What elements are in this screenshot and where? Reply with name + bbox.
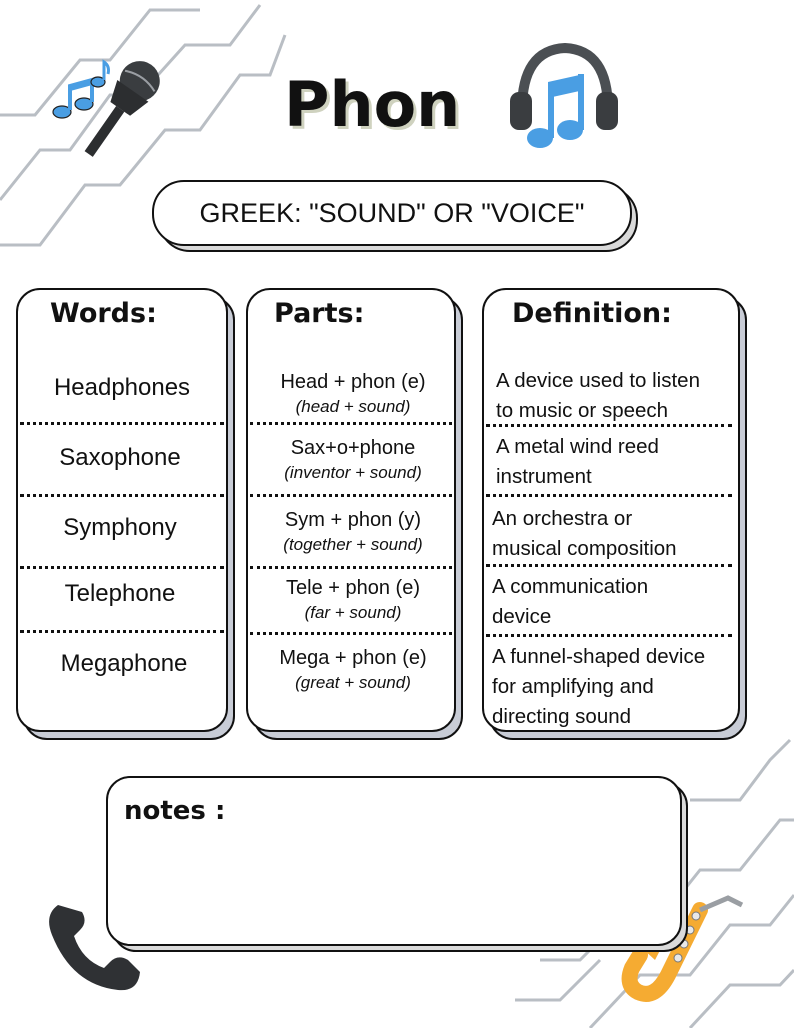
- microphone-icon: [72, 53, 167, 165]
- definition-line: A metal wind reed: [496, 435, 659, 458]
- words-column: [16, 288, 234, 740]
- parts-meaning: (inventor + sound): [284, 463, 422, 482]
- definition-line: A funnel-shaped device: [492, 645, 706, 668]
- page-title: Phon: [284, 68, 461, 141]
- parts-row-telephone: [248, 574, 458, 624]
- definition-headphones: [496, 366, 700, 426]
- parts-header: Parts:: [274, 298, 365, 329]
- divider: [486, 494, 732, 497]
- divider: [20, 422, 224, 425]
- definition-column-box: [482, 288, 740, 732]
- divider: [486, 634, 732, 637]
- definition-line: A communication: [492, 575, 649, 598]
- divider: [486, 424, 732, 427]
- divider: [250, 494, 452, 497]
- definition-line: to music or speech: [496, 399, 669, 422]
- parts-meaning: (great + sound): [295, 673, 411, 692]
- parts-meaning: (far + sound): [304, 603, 402, 622]
- definition-column: [482, 288, 746, 740]
- word-telephone: Telephone: [64, 580, 176, 607]
- headphones-icon: [510, 48, 618, 148]
- divider: [20, 494, 224, 497]
- parts-column-box: [246, 288, 456, 732]
- parts-text: Sym + phon (y): [284, 509, 422, 531]
- word-saxophone: Saxophone: [59, 444, 181, 471]
- words-column-box: [16, 288, 228, 732]
- parts-meaning: (together + sound): [283, 535, 423, 554]
- definition-line: musical composition: [492, 537, 677, 560]
- divider: [250, 566, 452, 569]
- word-megaphone: Megaphone: [60, 650, 188, 677]
- divider: [20, 630, 224, 633]
- definition-header: Definition:: [512, 298, 672, 329]
- notes-panel: [106, 776, 688, 952]
- parts-text: Tele + phon (e): [286, 577, 420, 599]
- definition-symphony: [492, 504, 677, 564]
- divider: [250, 422, 452, 425]
- notes-area[interactable]: [106, 776, 682, 946]
- word-headphones: Headphones: [53, 374, 191, 401]
- parts-row-symphony: [248, 506, 458, 556]
- divider: [250, 632, 452, 635]
- definition-line: instrument: [496, 465, 592, 488]
- parts-row-headphones: [248, 368, 458, 418]
- origin-banner: [152, 180, 638, 252]
- parts-text: Head + phon (e): [280, 371, 426, 393]
- words-header: Words:: [50, 298, 157, 329]
- divider: [486, 564, 732, 567]
- definition-megaphone: [492, 642, 705, 732]
- parts-column: [246, 288, 462, 740]
- definition-line: device: [492, 605, 552, 628]
- parts-row-saxophone: [248, 434, 458, 484]
- divider: [20, 566, 224, 569]
- music-note-icon: [53, 62, 109, 118]
- parts-row-megaphone: [248, 644, 458, 694]
- word-symphony: Symphony: [63, 514, 177, 541]
- definition-telephone: [492, 572, 648, 632]
- definition-line: A device used to listen: [496, 369, 700, 392]
- parts-text: Sax+o+phone: [290, 437, 416, 459]
- parts-meaning: (head + sound): [295, 397, 411, 416]
- definition-saxophone: [496, 432, 659, 492]
- origin-text: GREEK: "SOUND" OR "VOICE": [152, 180, 632, 246]
- parts-text: Mega + phon (e): [279, 647, 427, 669]
- definition-line: directing sound: [492, 705, 632, 728]
- definition-line: An orchestra or: [492, 507, 633, 530]
- notes-label: notes :: [124, 796, 226, 826]
- definition-line: for amplifying and: [492, 675, 654, 698]
